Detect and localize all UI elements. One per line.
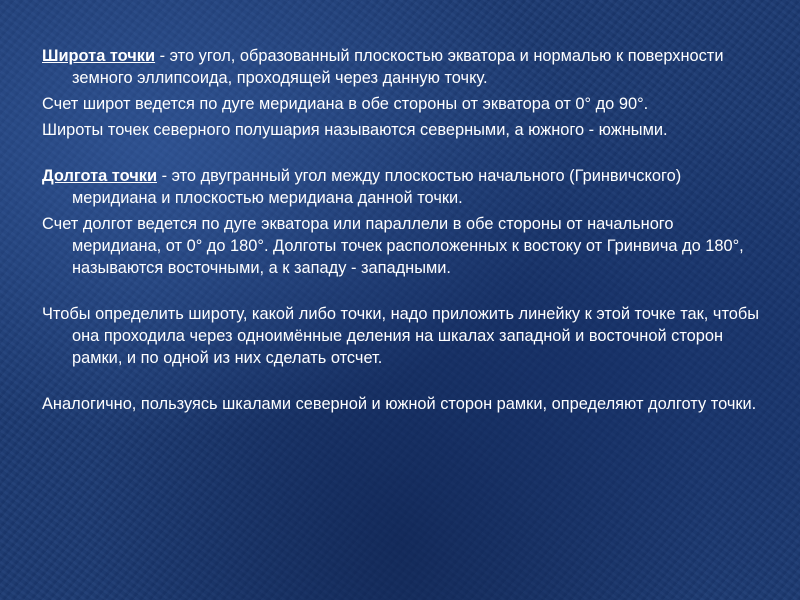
latitude-definition [42,45,764,89]
latitude-hemisphere-text: Широты точек северного полушария называются северными, а южного - южными. [42,121,668,139]
latitude-term: Широта точки [42,47,156,65]
longitude-term: Долгота точки [42,167,158,185]
longitude-definition-text: - это двугранный угол между плоскостью начального (Гринвичского) меридиана и плоскостью меридиана данной точки. [72,167,682,207]
latitude-count-text: Счет широт ведется по дуге меридиана в обе стороны от экватора от 0° до 90°. [42,95,649,113]
latitude-measurement-text: Чтобы определить широту, какой либо точки, надо приложить линейку к этой точке так, чтобы она проходила через одноимённые деления на шкалах западной и восточной сторон рамки, и по одной из них сделать отсчет. [42,305,760,367]
longitude-measurement-text: Аналогично, пользуясь шкалами северной и южной сторон рамки, определяют долготу точки. [42,395,757,413]
slide-content [42,45,764,415]
longitude-count-text: Счет долгот ведется по дуге экватора или параллели в обе стороны от начального меридиана, от 0° до 180°. Долготы точек расположенных к востоку от Гринвича до 180°, называются восточными, а к западу - западными. [42,215,744,277]
longitude-definition [42,165,764,209]
latitude-definition-text: - это угол, образованный плоскостью экватора и нормалью к поверхности земного эллипсоида, проходящей через данную точку. [72,47,724,87]
